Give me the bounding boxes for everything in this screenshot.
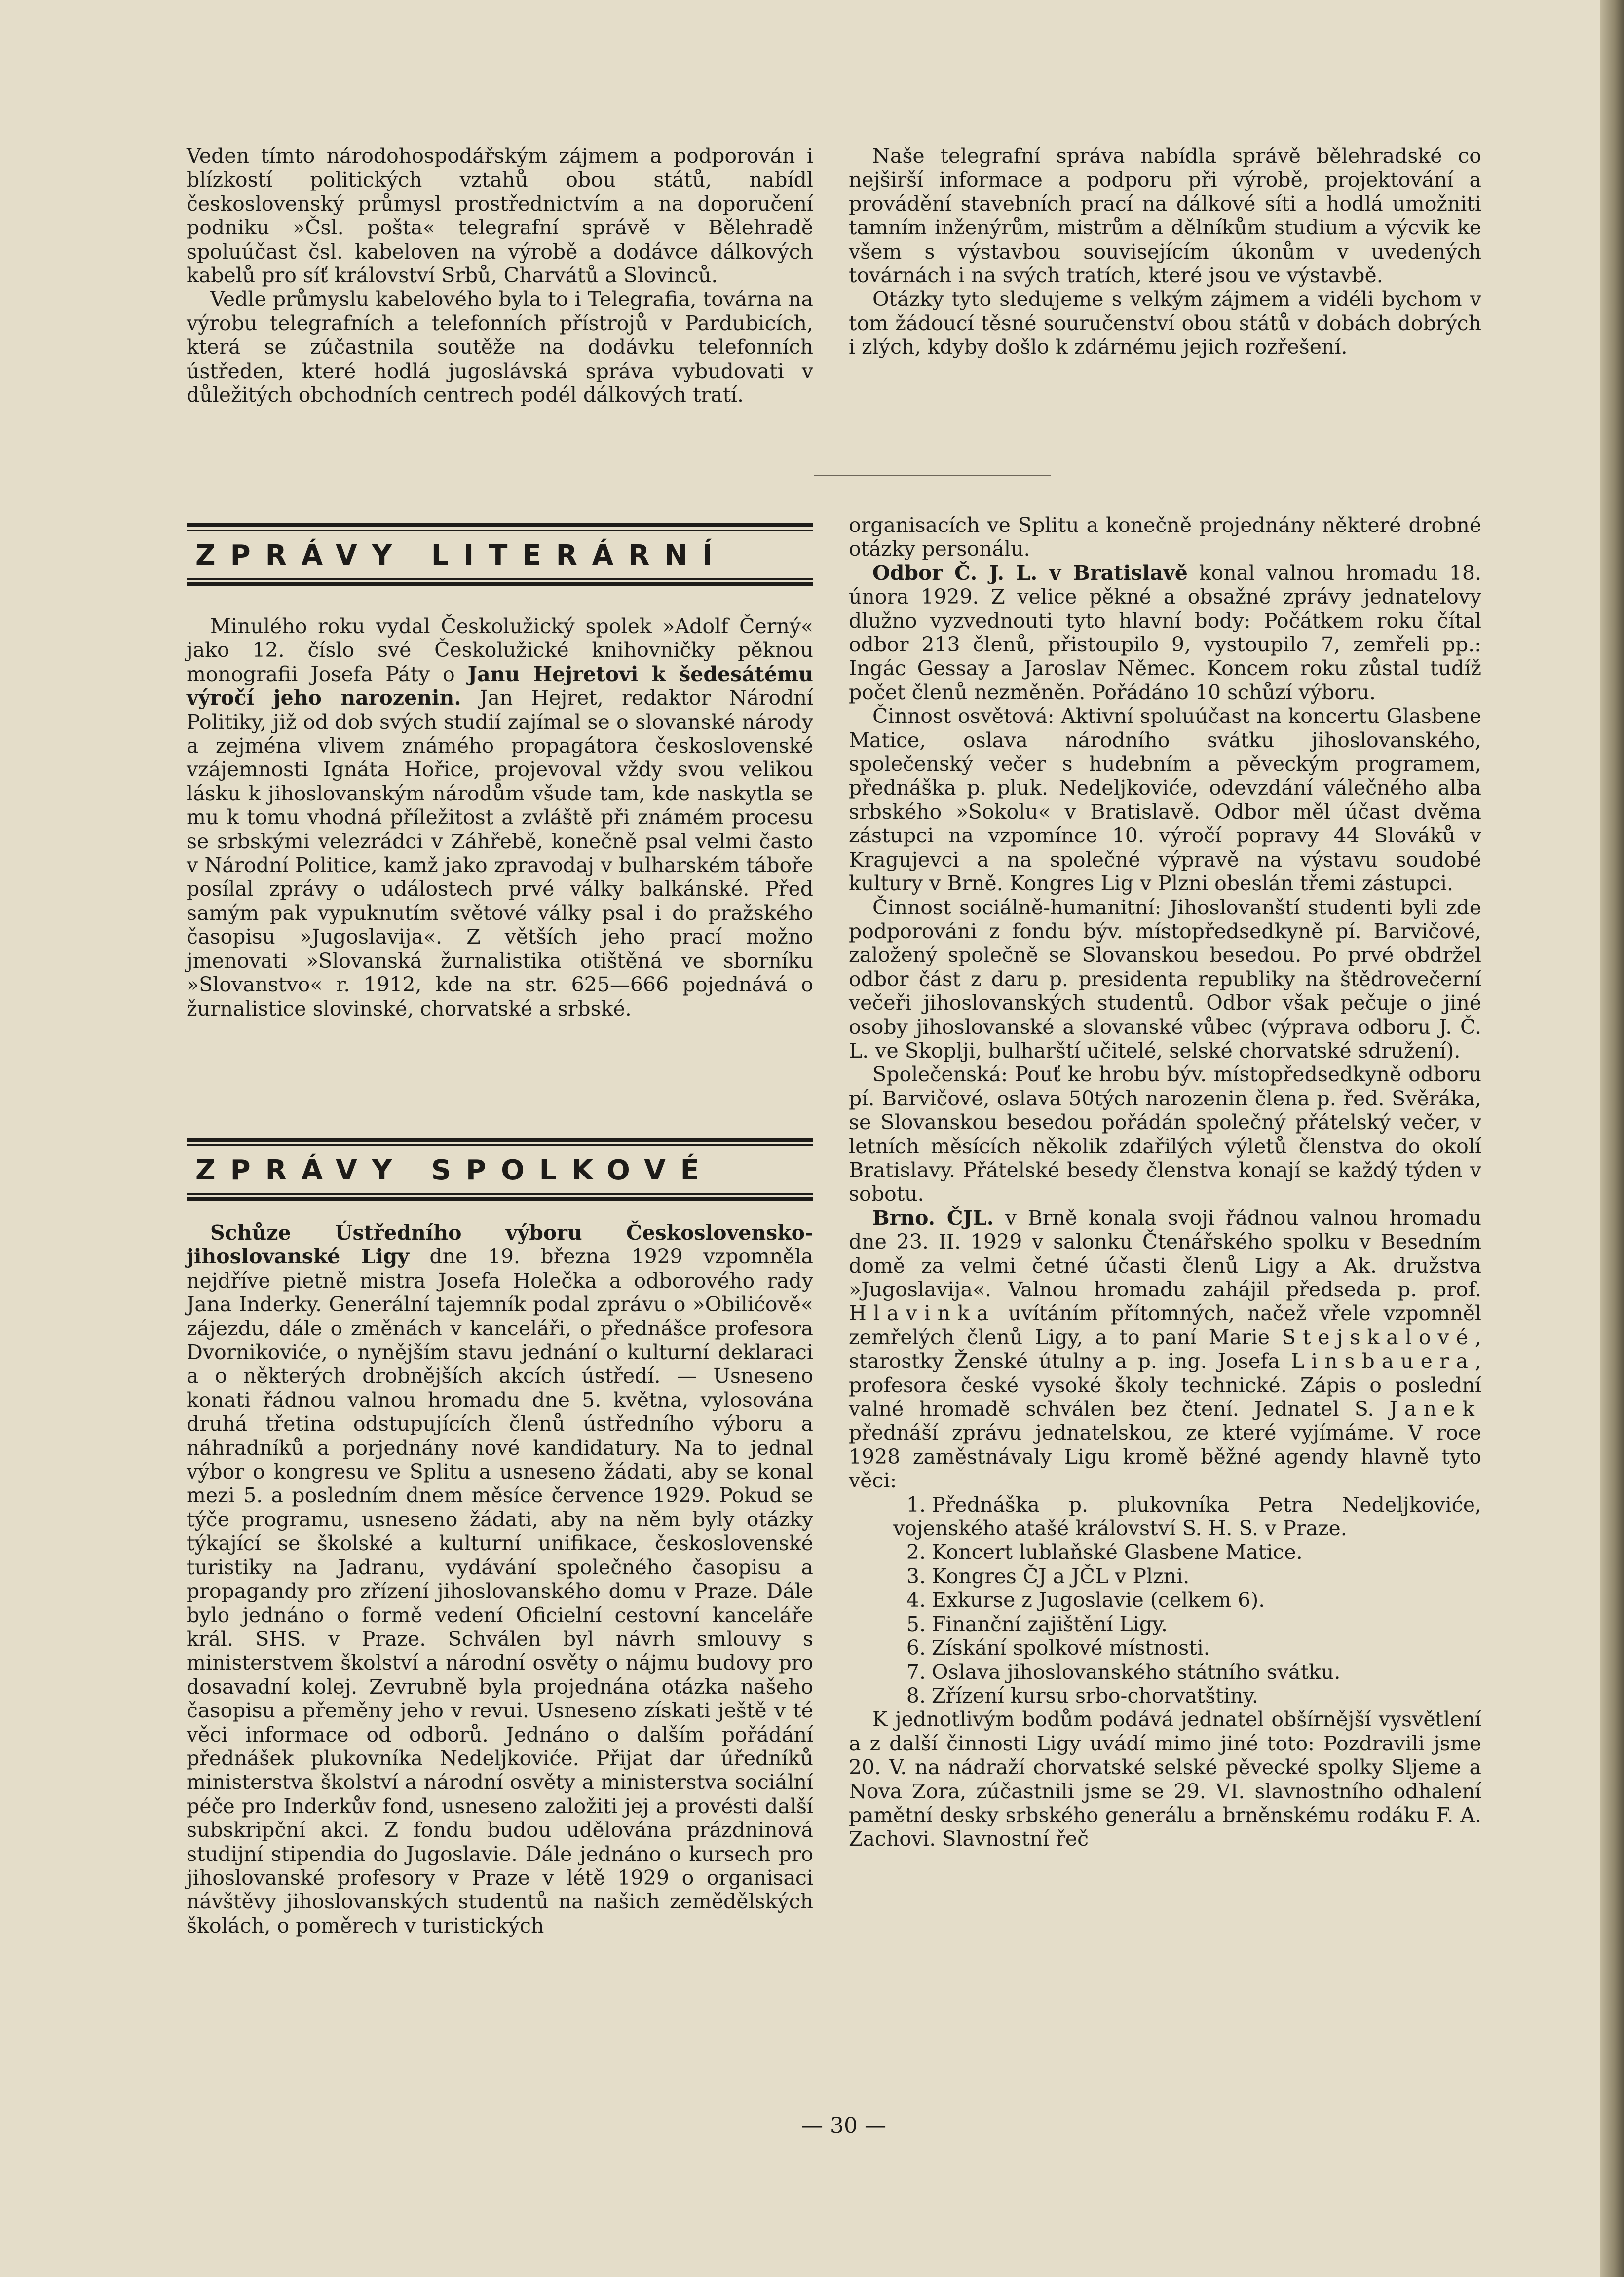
paragraph	[187, 1221, 813, 1937]
spaced-name: Linsbauera	[1290, 1349, 1475, 1373]
list-text: Oslava jihoslovanského státního svátku.	[932, 1660, 1341, 1684]
heading-rule	[187, 1138, 813, 1142]
list-item	[849, 1564, 1481, 1588]
section-heading-literarni	[187, 523, 813, 586]
list-item	[849, 1588, 1481, 1612]
heading-rule	[187, 582, 813, 586]
paragraph	[187, 614, 813, 1021]
section-heading-spolkove	[187, 1138, 813, 1201]
list-text: Exkurse z Jugoslavie (celkem 6).	[932, 1588, 1265, 1612]
literary-news-body	[187, 614, 813, 1021]
text-run: v Brně konala svoji řádnou valnou hromadu dne 23. II. 1929 v salonku Čtenářského spolku v Besedním domě za velmi četné účasti členů Ligy a Ak. družstva »Jugoslavija«. Valnou hromadu zahájil předseda p. prof.	[849, 1206, 1481, 1301]
list-number: 6.	[906, 1636, 926, 1660]
list-number: 4.	[906, 1588, 926, 1612]
list-number: 8.	[906, 1683, 926, 1708]
list-text: Koncert lublaňské Glasbene Matice.	[932, 1540, 1303, 1564]
spaced-name: Janek	[1389, 1397, 1481, 1421]
list-text: Kongres ČJ a JČL v Plzni.	[932, 1564, 1190, 1588]
paragraph: Vedle průmyslu kabelového byla to i Telegrafia, továrna na výrobu telegrafních a telefonních přístrojů v Pardubicích, která se zúčastnila soutěže na dodávku telefonních ústředen, které hodlá jugoslávská správa vybudovati v důležitých obchodních centrech podél dálkových tratí.	[187, 287, 813, 407]
society-news-body	[187, 1221, 813, 1937]
text-run: Minulého roku vydal Českolužický spolek »Adolf Černý« jako 12. číslo své Českolužické knihovničky pěknou monografii Josefa Páty o	[187, 614, 813, 686]
list-number: 7.	[906, 1660, 926, 1684]
bold-text: Schůze Ústředního výboru Československo-jihoslovanské Ligy	[187, 1221, 813, 1269]
paragraph: Činnost sociálně-humanitní: Jihoslovanští studenti byli zde podporováni z fondu býv. místopředsedkyně pí. Barvičové, založený společně se Slovanskou besedou. Po prvé obdržel odbor část z daru p. presidenta republiky na štědrovečerní večeři jihoslovanských studentů. Odbor však pečuje o jiné osoby jihoslovanské a slovanské vůbec (výprava odboru J. Č. L. ve Skoplji, bulharští učitelé, selské chorvatské sdružení).	[849, 895, 1481, 1063]
bold-text: Odbor Č. J. L. v Bratislavě	[872, 561, 1188, 585]
list-item	[849, 1493, 1481, 1541]
list-item	[849, 1684, 1481, 1708]
list-item	[849, 1540, 1481, 1564]
section-title: ZPRÁVY LITERÁRNÍ	[195, 539, 727, 571]
text-run: uvítáním přítomných, načež vřele vzpomněl zemřelých členů Ligy, a to paní Marie	[849, 1301, 1481, 1349]
list-number: 2.	[906, 1540, 926, 1564]
heading-rule	[187, 578, 813, 580]
text-run: , profesora české vysoké školy technické. Zápis o poslední valné hromadě schválen bez čtení. Jednatel S.	[849, 1349, 1481, 1421]
section-divider-line	[814, 475, 1051, 476]
text-run: Jan Hejret, redaktor Národní Politiky, již od dob svých studií zajímal se o slovanské národy a zejména vlivem známého propagátora československé vzájemnosti Ignáta Hořice, projevoval vždy svou velikou lásku k jihoslovanským národům všude tam, kde naskytla se mu k tomu vhodná příležitost a zvláště při známém procesu se srbskými velezrádci v Záhřebě, konečně psal velmi často v Národní Politice, kamž jako zpravodaj v bulharském táboře posílal zprávy o událostech prvé války balkánské. Před samým pak vypuknutím světové války psal i do pražského časopisu »Jugoslavija«. Z větších jeho prací možno jmenovati »Slovanská žurnalistika otištěná ve sborníku »Slovanstvo« r. 1912, kde na str. 625—666 pojednává o žurnalistice slovinské, chorvatské a srbské.	[187, 686, 813, 1021]
heading-rule	[187, 1197, 813, 1201]
text-run: , starostky Ženské útulny a p. ing. Josefa	[849, 1325, 1481, 1373]
paragraph	[849, 1206, 1481, 1493]
list-item	[849, 1636, 1481, 1660]
paragraph	[849, 561, 1481, 704]
bold-text: Brno. ČJL.	[872, 1206, 994, 1230]
list-text: Zřízení kursu srbo-chorvatštiny.	[932, 1683, 1258, 1708]
list-text: Finanční zajištění Ligy.	[932, 1612, 1168, 1636]
bold-text: Janu Hejretovi k šedesátému výročí jeho narozenin.	[187, 662, 813, 710]
section-title: ZPRÁVY SPOLKOVÉ	[195, 1154, 714, 1186]
paragraph: Činnost osvětová: Aktivní spoluúčast na koncertu Glasbene Matice, oslava národního svátku jihoslovanského, společenský večer s hudebním a pěveckým programem, přednáška p. pluk. Nedeljkoviće, odevzdání válečného alba srbského »Sokolu« v Bratislavě. Odbor měl účast dvěma zástupci na vzpomínce 10. výročí popravy 44 Slováků v Kragujevci a na společné výpravě na výstavu soudobé kultury v Brně. Kongres Lig v Plzni obeslán třemi zástupci.	[849, 704, 1481, 896]
page-spine-edge	[1600, 0, 1624, 2277]
top-left-column	[187, 144, 813, 407]
list-item	[849, 1612, 1481, 1636]
list-text: Přednáška p. plukovníka Petra Nedeljkoviće, vojenského atašé království S. H. S. v Praze.	[893, 1492, 1481, 1541]
top-right-column	[849, 144, 1481, 359]
text-run: konal valnou hromadu 18. února 1929. Z velice pěkné a obsažné zprávy jednatelovy dlužno vyzvednouti tyto hlavní body: Počátkem roku čítal odbor 213 členů, přistoupilo 9, vystoupilo 7, zemřeli pp.: Ingác Gessay a Jaroslav Němec. Koncem roku zůstal tudíž počet členů nezměněn. Pořádáno 10 schůzí výboru.	[849, 561, 1482, 704]
spaced-name: Stejskalové	[1282, 1325, 1475, 1349]
heading-rule	[187, 523, 813, 527]
text-run: přednáší zprávu jednatelskou, ze které vyjímáme. V roce 1928 zaměstnávaly Ligu kromě běžné agendy hlavně tyto věci:	[849, 1421, 1481, 1493]
spaced-name: Hlavinka	[849, 1301, 996, 1326]
paragraph: Naše telegrafní správa nabídla správě bělehradské co nejširší informace a podporu při výrobě, projektování a provádění stavebních prací na dálkové síti a hodlá umožniti tamním inženýrům, mistrům a dělníkům studium a výcvik ke všem s výstavbou souvisejícím úkonům v uvedených továrnách i na svých tratích, které jsou ve výstavbě.	[849, 144, 1481, 288]
list-number: 5.	[906, 1612, 926, 1636]
paragraph: K jednotlivým bodům podává jednatel obšírnější vysvětlení a z další činnosti Ligy uvádí mimo jiné toto: Pozdravili jsme 20. V. na nádraží chorvatské selské pěvecké spolky Sljeme a Nova Zora, zúčastnili jsme se 29. VI. slavnostního odhalení pamětní desky srbského generálu a brněnskému rodáku F. A. Zachovi. Slavnostní řeč	[849, 1708, 1481, 1851]
right-lower-column	[849, 513, 1481, 1851]
list-item	[849, 1660, 1481, 1684]
paragraph: Veden tímto národohospodářským zájmem a podporován i blízkostí politických vztahů obou států, nabídl československý průmysl prostřednictvím a na doporučení podniku »Čsl. pošta« telegrafní správě v Bělehradě spoluúčast čsl. kabeloven na výrobě a dodávce dálkových kabelů pro síť království Srbů, Charvátů a Slovinců.	[187, 144, 813, 288]
list-text: Získání spolkové místnosti.	[932, 1636, 1210, 1660]
agenda-list	[849, 1493, 1481, 1708]
list-number: 3.	[906, 1564, 926, 1588]
list-number: 1.	[906, 1492, 926, 1517]
paragraph: Otázky tyto sledujeme s velkým zájmem a vidéli bychom v tom žádoucí těsné souručenství obou států v dobách dobrých i zlých, kdyby došlo k zdárnému jejich rozřešení.	[849, 287, 1481, 359]
paragraph: organisacích ve Splitu a konečně projednány některé drobné otázky personálu.	[849, 513, 1481, 561]
text-run: dne 19. března 1929 vzpomněla nejdříve pietně mistra Josefa Holečka a odborového rady Jana Inderky. Generální tajemník podal zprávu o »Obilićově« zájezdu, dále o změnách v kanceláři, o přednášce profesora Dvornikoviće, o nynějším stavu jednání o kulturní deklaraci a o některých drobnějších akcích ústředí. — Usneseno konati řádnou valnou hromadu dne 5. května, vylosována druhá třetina odstupujících členů ústředního výboru a náhradníků a porjednány nové kandidatury. Na to jednal výbor o kongresu ve Splitu a usneseno žádati, aby se konal mezi 5. a posledním dnem měsíce července 1929. Pokud se týče programu, usneseno žádati, aby na něm byly otázky týkající se školské a kulturní unifikace, československé turistiky na Jadranu, vydávání společného časopisu a propagandy pro zřízení jihoslovanského domu v Praze. Dále bylo jednáno o formě vedení Oficielní cestovní kanceláře král. SHS. v Praze. Schválen byl návrh smlouvy s ministerstvem školství a národní osvěty o nájmu budovy pro dosavadní kolej. Zevrubně byla projednána otázka našeho časopisu a přeměny jeho v revui. Usneseno získati ještě v té věci informace od odborů. Jednáno o dalším pořádání přednášek plukovníka Nedeljkoviće. Přijat dar úředníků ministerstva školství a národní osvěty a ministerstva sociální péče pro Inderkův fond, usneseno založiti jej a provésti další subskripční akci. Z fondu budou udělována prázdninová studijní stipendia do Jugoslavie. Dále jednáno o kursech pro jihoslovanské profesory v Praze v létě 1929 o organisaci návštěvy jihoslovanských studentů na našich zemědělských školách, o poměrech v turistických	[187, 1245, 814, 1937]
heading-rule	[187, 1193, 813, 1195]
paragraph: Společenská: Pouť ke hrobu býv. místopředsedkyně odboru pí. Barvičové, oslava 50tých narozenin člena p. řed. Svěráka, se Slovanskou besedou pořádán společný přátelský večer, v letních měsících několik zdařilých výletů členstva do okolí Bratislavy. Přátelské besedy členstva konají se každý týden v sobotu.	[849, 1063, 1481, 1206]
page-number: — 30 —	[801, 2113, 886, 2138]
